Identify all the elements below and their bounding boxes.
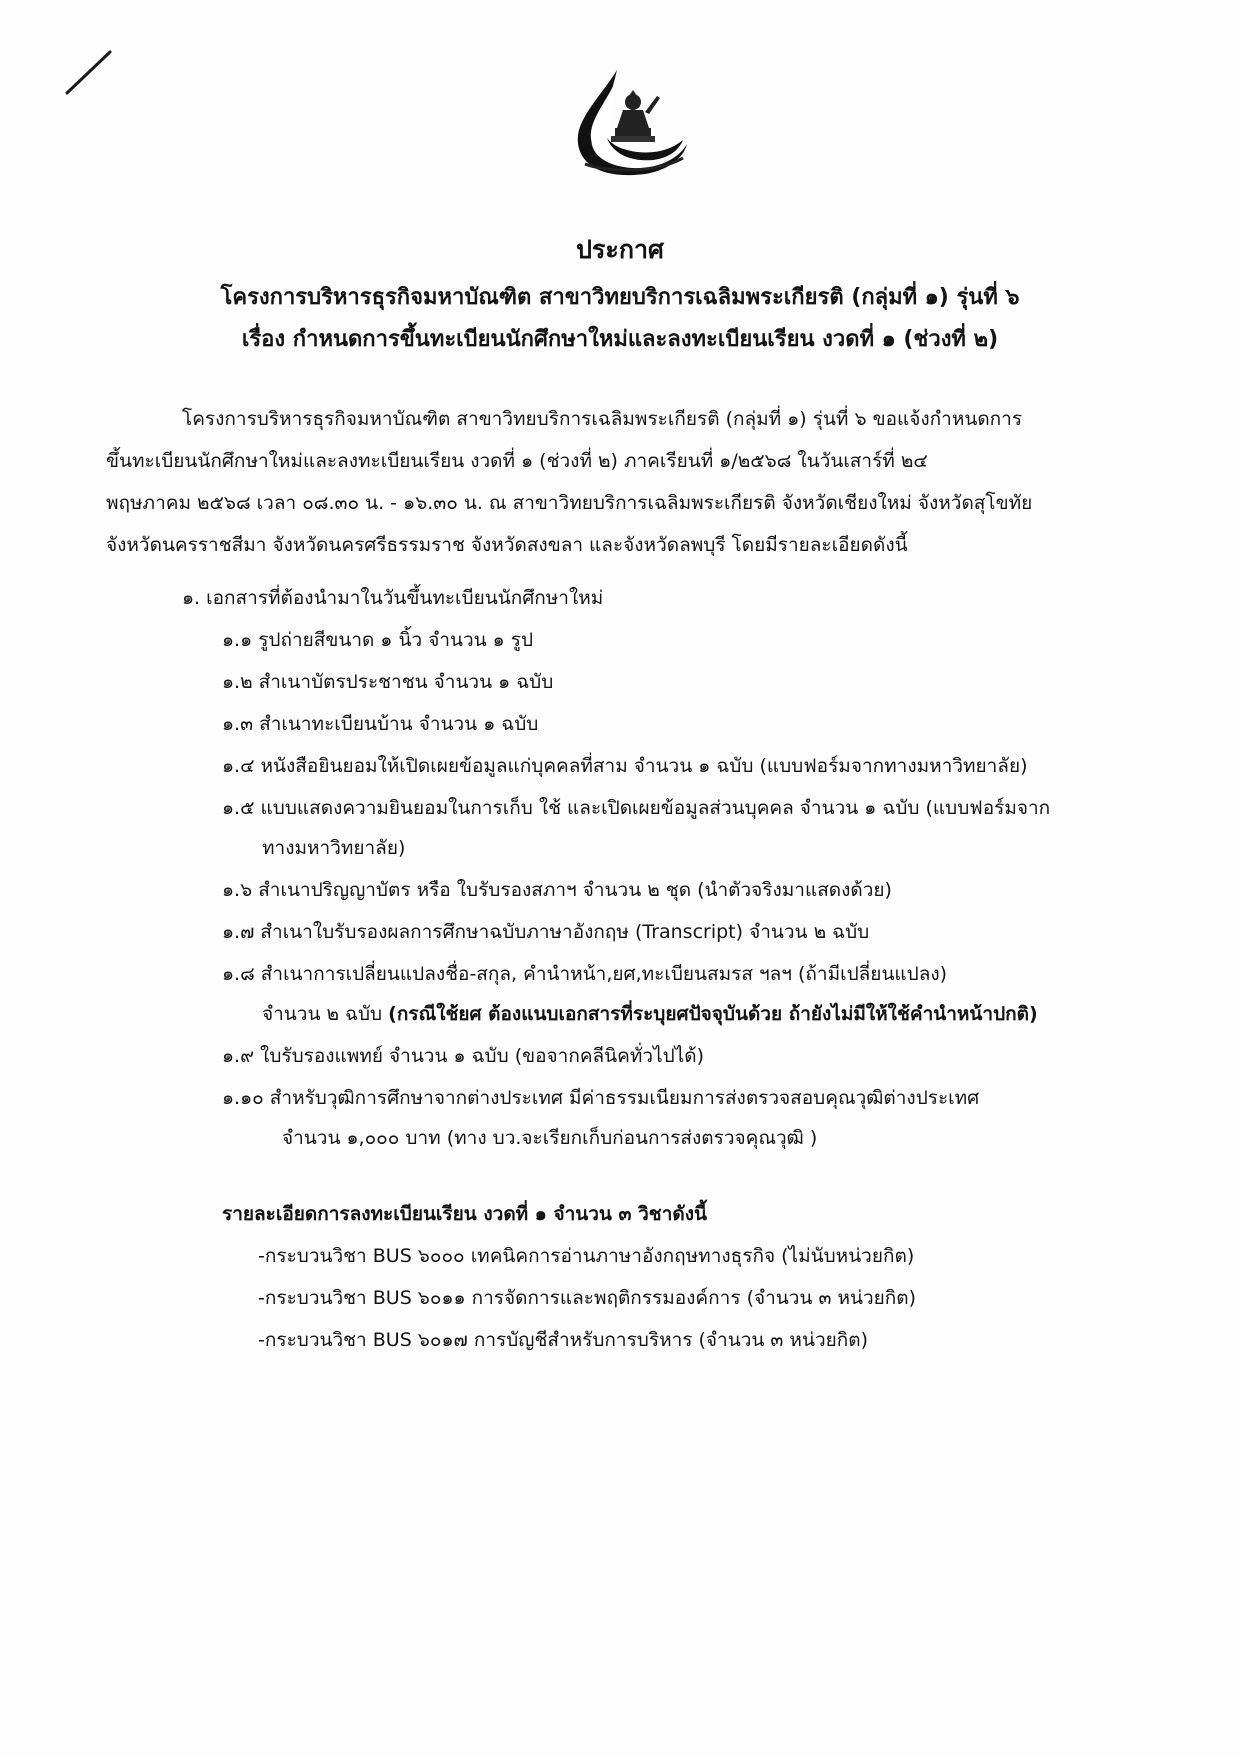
document-item-1-6: ๑.๖ สำเนาปริญญาบัตร หรือ ใบรับรองสภาฯ จำนวน ๒ ชุด (นำตัวจริงมาแสดงด้วย) [222, 879, 892, 901]
announcement-subtitle-subject: เรื่อง กำหนดการขึ้นทะเบียนนักศึกษาใหม่และลงทะเบียนเรียน งวดที่ ๑ (ช่วงที่ ๒) [241, 327, 999, 352]
course-item-bus6017: -กระบวนวิชา BUS ๖๐๑๗ การบัญชีสำหรับการบริหาร (จำนวน ๓ หน่วยกิต) [258, 1329, 869, 1351]
course-item-bus6000: -กระบวนวิชา BUS ๖๐๐๐ เทคนิคการอ่านภาษาอังกฤษทางธุรกิจ (ไม่นับหน่วยกิต) [258, 1245, 915, 1267]
intro-line-4: จังหวัดนครราชสีมา จังหวัดนครศรีธรรมราช จังหวัดสงขลา และจังหวัดลพบุรี โดยมีรายละเอียดดังนี้ [106, 534, 908, 556]
document-item-1-2: ๑.๒ สำเนาบัตรประชาชน จำนวน ๑ ฉบับ [222, 671, 554, 693]
document-item-1-10: ๑.๑๐ สำหรับวุฒิการศึกษาจากต่างประเทศ มีค่าธรรมเนียมการส่งตรวจสอบคุณวุฒิต่างประเทศ [222, 1087, 980, 1109]
announcement-title: ประกาศ [576, 235, 664, 264]
intro-line-1: โครงการบริหารธุรกิจมหาบัณฑิต สาขาวิทยบริการเฉลิมพระเกียรติ (กลุ่มที่ ๑) รุ่นที่ ๖ ขอแจ้งกำหนดการ [182, 408, 1023, 430]
pen-check-mark [64, 48, 114, 98]
intro-line-3: พฤษภาคม ๒๕๖๘ เวลา ๐๘.๓๐ น. - ๑๖.๓๐ น. ณ สาขาวิทยบริการเฉลิมพระเกียรติ จังหวัดเชียงใหม่ จังหวัดสุโขทัย [106, 492, 1033, 514]
announcement-subtitle-program: โครงการบริหารธุรกิจมหาบัณฑิต สาขาวิทยบริการเฉลิมพระเกียรติ (กลุ่มที่ ๑) รุ่นที่ ๖ [220, 285, 1020, 310]
document-item-1-10-continued: จำนวน ๑,๐๐๐ บาท (ทาง บว.จะเรียกเก็บก่อนการส่งตรวจคุณวุฒิ ) [282, 1127, 818, 1149]
document-item-1-4: ๑.๔ หนังสือยินยอมให้เปิดเผยข้อมูลแก่บุคคลที่สาม จำนวน ๑ ฉบับ (แบบฟอร์มจากทางมหาวิทยาลัย) [222, 755, 1028, 777]
document-item-1-7: ๑.๗ สำเนาใบรับรองผลการศึกษาฉบับภาษาอังกฤษ (Transcript) จำนวน ๒ ฉบับ [222, 921, 870, 943]
university-logo-icon [565, 68, 695, 178]
document-item-1-8: ๑.๘ สำเนาการเปลี่ยนแปลงชื่อ-สกุล, คำนำหน้า,ยศ,ทะเบียนสมรส ฯลฯ (ถ้ามีเปลี่ยนแปลง) [222, 963, 948, 985]
document-item-1-8-continued [262, 996, 1038, 1032]
document-item-1-5: ๑.๕ แบบแสดงความยินยอมในการเก็บ ใช้ และเปิดเผยข้อมูลส่วนบุคคล จำนวน ๑ ฉบับ (แบบฟอร์มจาก [222, 797, 1051, 819]
document-item-1-3: ๑.๓ สำเนาทะเบียนบ้าน จำนวน ๑ ฉบับ [222, 713, 539, 735]
registration-heading: รายละเอียดการลงทะเบียนเรียน งวดที่ ๑ จำนวน ๓ วิชาดังนี้ [222, 1203, 707, 1225]
document-item-1-9: ๑.๙ ใบรับรองแพทย์ จำนวน ๑ ฉบับ (ขอจากคลีนิคทั่วไปได้) [222, 1045, 704, 1067]
document-item-1-1: ๑.๑ รูปถ่ายสีขนาด ๑ นิ้ว จำนวน ๑ รูป [222, 629, 534, 651]
document-item-1-8-note: (กรณีใช้ยศ ต้องแนบเอกสารที่ระบุยศปัจจุบันด้วย ถ้ายังไม่มีให้ใช้คำนำหน้าปกติ) [388, 1003, 1038, 1025]
document-item-1-8-count: จำนวน ๒ ฉบับ [262, 1003, 383, 1025]
document-item-1-5-continued: ทางมหาวิทยาลัย) [262, 837, 406, 859]
documents-heading: ๑. เอกสารที่ต้องนำมาในวันขึ้นทะเบียนนักศึกษาใหม่ [182, 587, 604, 609]
intro-line-2: ขึ้นทะเบียนนักศึกษาใหม่และลงทะเบียนเรียน งวดที่ ๑ (ช่วงที่ ๒) ภาคเรียนที่ ๑/๒๕๖๘ ในวันเสาร์ที่ ๒๔ [106, 450, 928, 472]
course-item-bus6011: -กระบวนวิชา BUS ๖๐๑๑ การจัดการและพฤติกรรมองค์การ (จำนวน ๓ หน่วยกิต) [258, 1287, 917, 1309]
